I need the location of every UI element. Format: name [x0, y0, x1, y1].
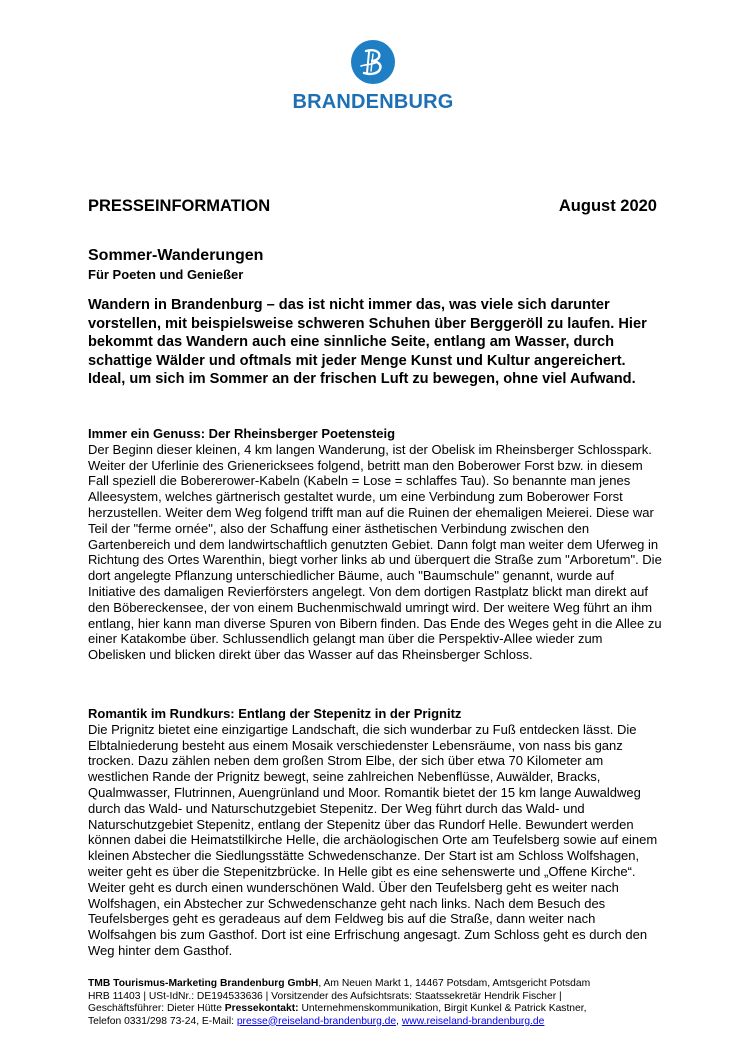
footer-ceo: Geschäftsführer: Dieter Hütte: [88, 1003, 225, 1014]
website-link[interactable]: www.reiseland-brandenburg.de: [401, 1015, 545, 1027]
footer-line-4: [88, 1016, 663, 1029]
footer-imprint: [88, 978, 663, 1028]
footer-press-contacts: Unternehmenskommunikation, Birgit Kunkel & Patrick Kastner,: [298, 1003, 587, 1014]
section-poetensteig: [88, 426, 663, 663]
footer-company: TMB Tourismus-Marketing Brandenburg GmbH: [88, 978, 319, 989]
footer-press-label: Pressekontakt:: [224, 1003, 299, 1014]
brandenburg-logo: [0, 40, 746, 114]
section-body: Der Beginn dieser kleinen, 4 km langen Wanderung, ist der Obelisk im Rheinsberger Schlosspark. Weiter der Uferlinie des Grienericksees folgend, betritt man den Boberower Forst bzw. in diesem Fall speziell die Bobererower-Kabeln (Kabeln = Lose = schlaffes Tau). So benannte man jenes Alleesystem, welches gärtnerisch gestaltet wurde, um eine Verbindung zum Boberower Forst herzustellen. Weiter dem Weg folgend trifft man auf die Ruinen der ehemaligen Meierei. Diese war Teil der "ferme ornée", also der Schaffung einer ästhetischen Verbindung zwischen den Gartenbereich und dem landwirtschaftlich genutzten Gebiet. Dann folgt man weiter dem Uferweg in Richtung des Ortes Warenthin, biegt vorher links ab und überquert die Straße zum "Arboretum". Die dort angelegte Pflanzung unterschiedlicher Bäume, auch "Baumschule" genannt, wurde auf Initiative des damaligen Revierförsters angelegt. Von dem dortigen Rastplatz blickt man direkt auf den Böbereckensee, der von einem Buchenmischwald umringt wird. Der weitere Weg führt an ihm entlang, hier kann man diverse Spuren von Bibern finden. Das Ende des Weges geht in die Allee zu einer Katakombe über. Schlussendlich gelangt man über die Perspektiv-Allee wieder zum Obelisken und blicken direkt über das Wasser auf das Rheinsberger Schloss.: [88, 441, 662, 663]
section-heading: Romantik im Rundkurs: Entlang der Stepenitz in der Prignitz: [88, 706, 462, 721]
page-title: Sommer-Wanderungen: [88, 247, 264, 264]
footer-line-1: [88, 978, 663, 991]
section-heading: Immer ein Genuss: Der Rheinsberger Poetensteig: [88, 426, 396, 441]
lead-paragraph: Wandern in Brandenburg – das ist nicht immer das, was viele sich darunter vorstellen, mit beispielsweise schweren Schuhen über Berggeröll zu laufen. Hier bekommt das Wandern auch eine sinnliche Seite, entlang am Wasser, durch schattige Wälder und oftmals mit jeder Menge Kunst und Kultur angereichert. Ideal, um sich im Sommer an der frischen Luft zu bewegen, ohne viel Aufwand.: [88, 297, 647, 388]
page-subtitle: Für Poeten und Genießer: [88, 267, 244, 282]
footer-separator: ,: [396, 1015, 402, 1027]
logo-wordmark: BRANDENBURG: [292, 91, 454, 113]
footer-line-2: HRB 11403 | USt-IdNr.: DE194533636 | Vorsitzender des Aufsichtsrats: Staatssekretär Hendrik Fischer |: [88, 990, 562, 1002]
press-label: PRESSEINFORMATION: [88, 197, 271, 215]
footer-phone: Telefon 0331/298 73-24, E-Mail:: [88, 1015, 237, 1027]
section-stepenitz: [88, 706, 663, 959]
footer-address: , Am Neuen Markt 1, 14467 Potsdam, Amtsgericht Potsdam: [318, 978, 591, 989]
press-date: August 2020: [558, 197, 657, 215]
section-body: Die Prignitz bietet eine einzigartige Landschaft, die sich wunderbar zu Fuß entdecken lässt. Die Elbtalniederung besteht aus einem Mosaik verschiedenster Lebensräume, von nass bis ganz trocken. Dazu zählen neben dem großen Strom Elbe, der sich über etwa 70 Kilometer am westlichen Rande der Prignitz bewegt, seine zahlreichen Nebenflüsse, Auwälder, Bracks, Qualmwasser, Flutrinnen, Auengrünland und Moor. Romantik bietet der 15 km lange Auwaldweg durch das Wald- und Naturschutzgebiet Stepenitz. Der Weg führt durch das Wald- und Naturschutzgebiet Stepenitz, entlang der Stepenitz über das Rundorf Helle. Bewundert werden können dabei die Heimatstilkirche Helle, die archäologischen Orte am Teufelsberg sowie auf einem kleinen Abstecher die Siedlungsstätte Schwedenschanze. Der Start ist am Schloss Wolfshagen, weiter geht es über die Stepenitzbrücke. In Helle gibt es eine sehenswerte und „Offene Kirche“. Weiter geht es durch einen wunderschönen Wald. Über den Teufelsberg geht es weiter nach Wolfshagen, ein Abstecher zur Schwedenschanze geht nach links. Nach dem Besuch des Teufelsberges geht es geradeaus auf dem Feldweg bis auf die Straße, dann weiter nach Wolfsahgen bis zum Gasthof. Dort ist eine Erfrischung angesagt. Zum Schloss geht es durch den Weg hinter dem Gasthof.: [88, 721, 658, 958]
press-header: [88, 197, 657, 216]
footer-line-3: [88, 1003, 663, 1016]
logo-emblem-icon: [351, 40, 395, 84]
email-link[interactable]: presse@reiseland-brandenburg.de: [236, 1015, 397, 1027]
